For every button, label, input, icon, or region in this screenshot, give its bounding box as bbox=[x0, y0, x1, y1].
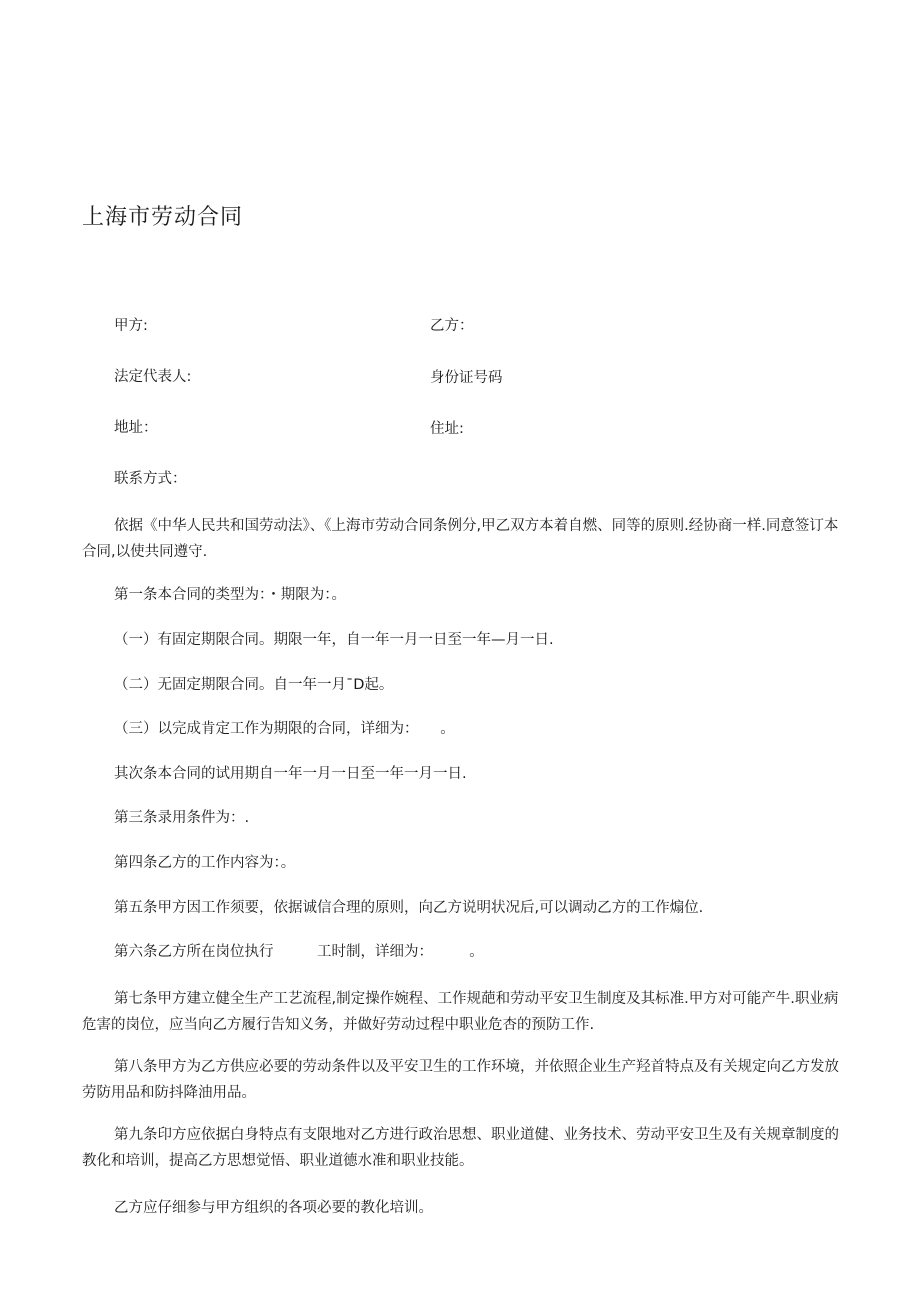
article-6: 第六条乙方所在岗位执行 工时制，详细为： 。 bbox=[114, 944, 484, 960]
contact-label: 联系方式： bbox=[114, 471, 187, 487]
legal-rep-label: 法定代表人: bbox=[114, 369, 192, 385]
party-b-label: 乙方： bbox=[430, 318, 474, 334]
article-5: 第五条甲方因工作须要，依据诚信合理的原则，向乙方说明状况后,可以调动乙方的工作煽位. bbox=[114, 900, 704, 916]
address-b-label: 住址: bbox=[430, 421, 464, 437]
article-2: 其次条本合同的试用期自一年一月一日至一年一月一日. bbox=[114, 766, 467, 782]
document-title: 上海市劳动合同 bbox=[82, 205, 244, 230]
address-a-label: 地址： bbox=[114, 420, 158, 436]
article-9: 第九条印方应依据白身特点有支限地对乙方进行政治思想、职业道健、业务技术、劳动平安卫生及有关规章制度的教化和培训，提高乙方思想觉悟、职业道德水准和职业技能。 bbox=[82, 1127, 839, 1169]
intro-paragraph: 依据《中华人民共和国劳动法》、《上海市劳动合同条例分,甲乙双方本着自燃、同等的原则.经协商一样.同意签订本合同,以使共同遵守. bbox=[82, 518, 839, 560]
party-a-label: 甲方: bbox=[114, 318, 148, 334]
article-3: 第三条录用条件为：. bbox=[114, 810, 250, 826]
article-1-option-3: （三）以完成肯定工作为期限的合同，详细为： 。 bbox=[114, 721, 455, 737]
article-1: 第一条本合同的类型为：・期限为：。 bbox=[114, 587, 346, 603]
article-1-option-2: （二）无固定期限合同。自一年一月¯D起。 bbox=[114, 677, 394, 693]
id-number-label: 身份证号码 bbox=[430, 370, 503, 386]
article-1-option-1: （一）有固定期限合同。期限一年，自一年一月一日至一年—月一日. bbox=[114, 632, 554, 648]
article-7: 第七条甲方建立健全生产工艺流程,制定操作婉程、工作规葩和劳动平安卫生制度及其标准.甲方对可能产牛.职业病危害的岗位，应当向乙方履行告知义务，并做好劳动过程中职业危杏的预防工作. bbox=[82, 991, 839, 1033]
article-9-training: 乙方应仔细参与甲方组织的各项必要的教化培训。 bbox=[114, 1200, 433, 1216]
article-4: 第四条乙方的工作内容为：。 bbox=[114, 855, 296, 871]
article-8: 第八条甲方为乙方供应必要的劳动条件以及平安卫生的工作环境，并依照企业生产羟首特点及有关规定向乙方发放劳防用品和防抖降油用品。 bbox=[82, 1059, 839, 1101]
